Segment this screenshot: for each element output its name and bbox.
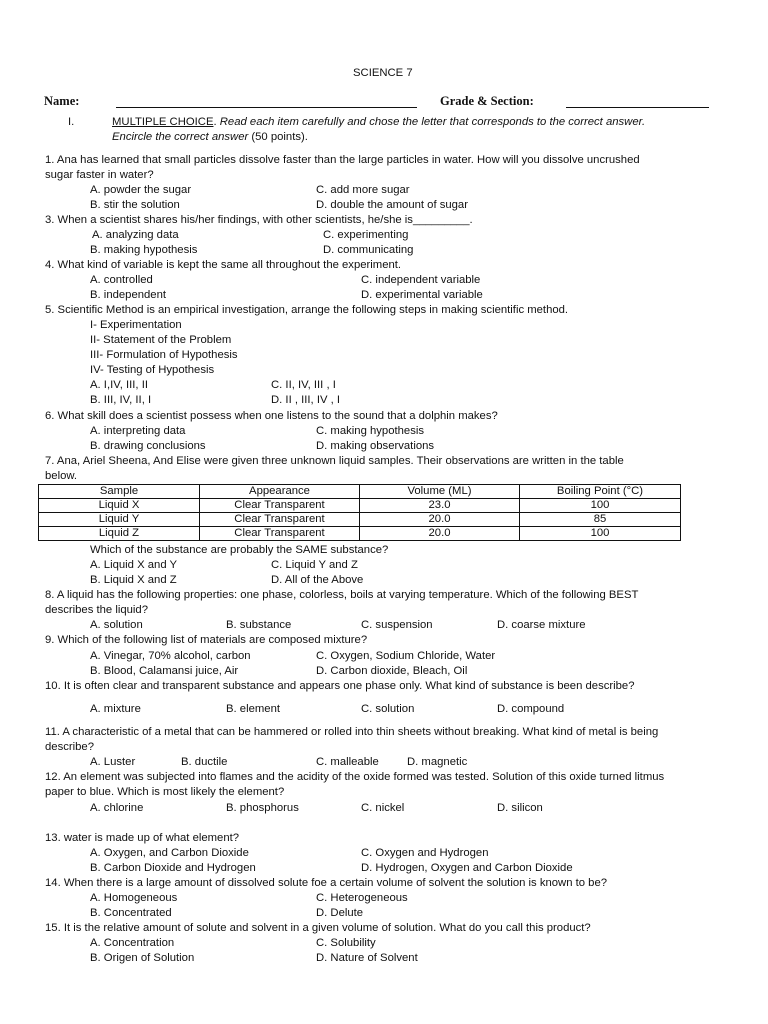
q7-option-c[interactable]: C. Liquid Y and Z <box>271 559 358 571</box>
q14-option-a[interactable]: A. Homogeneous <box>90 892 178 904</box>
question-7-prompt: Which of the substance are probably the SAME substance? <box>90 544 389 556</box>
q5-step: III- Formulation of Hypothesis <box>90 349 238 361</box>
q12-option-b[interactable]: B. phosphorus <box>226 802 299 814</box>
table-header-row <box>39 485 681 499</box>
question-8-text: 8. A liquid has the following properties: one phase, colorless, boils at varying temperature. Which of the following BEST <box>45 589 639 601</box>
name-label: Name: <box>44 94 80 108</box>
question-15-text: 15. It is the relative amount of solute and solvent in a given volume of solution. What do you call this product? <box>45 922 591 934</box>
q4-option-b[interactable]: B. independent <box>90 289 167 301</box>
table-cell: Liquid Z <box>39 527 200 541</box>
table-header-cell: Volume (ML) <box>360 485 520 499</box>
q3-option-b[interactable]: B. making hypothesis <box>90 244 198 256</box>
grade-section-blank-line <box>566 107 709 108</box>
instructions-text-1: Read each item carefully and chose the letter that corresponds to the correct answer. <box>219 116 646 128</box>
page-title: SCIENCE 7 <box>353 67 413 79</box>
question-12-text-cont: paper to blue. Which is most likely the element? <box>45 786 285 798</box>
q5-step: IV- Testing of Hypothesis <box>90 364 215 376</box>
q10-option-a[interactable]: A. mixture <box>90 703 141 715</box>
instructions-line-2 <box>112 130 308 145</box>
name-blank-line <box>116 107 417 108</box>
question-12-text: 12. An element was subjected into flames and the acidity of the oxide formed was tested. Solution of this oxide turned litmus <box>45 771 665 783</box>
q8-option-c[interactable]: C. suspension <box>361 619 433 631</box>
question-9-text: 9. Which of the following list of materials are composed mixture? <box>45 634 368 646</box>
question-4-text: 4. What kind of variable is kept the same all throughout the experiment. <box>45 259 402 271</box>
q5-step: I- Experimentation <box>90 319 182 331</box>
question-3-text: 3. When a scientist shares his/her findings, with other scientists, he/she is_________. <box>45 214 473 226</box>
q13-option-b[interactable]: B. Carbon Dioxide and Hydrogen <box>90 862 256 874</box>
table-cell: Clear Transparent <box>200 499 360 513</box>
question-1-text: 1. Ana has learned that small particles dissolve faster than the large particles in water. How will you dissolve uncrushed <box>45 154 640 166</box>
q9-option-c[interactable]: C. Oxygen, Sodium Chloride, Water <box>316 650 496 662</box>
q8-option-b[interactable]: B. substance <box>226 619 292 631</box>
table-header-cell: Appearance <box>200 485 360 499</box>
q9-option-d[interactable]: D. Carbon dioxide, Bleach, Oil <box>316 665 468 677</box>
question-7-text-cont: below. <box>45 470 78 482</box>
question-14-text: 14. When there is a large amount of dissolved solute foe a certain volume of solvent the solution is known to be? <box>45 877 608 889</box>
section-heading: MULTIPLE CHOICE <box>112 116 214 128</box>
q14-option-c[interactable]: C. Heterogeneous <box>316 892 408 904</box>
q10-option-d[interactable]: D. compound <box>497 703 565 715</box>
grade-section-label: Grade & Section: <box>440 94 534 108</box>
table-cell: Clear Transparent <box>200 527 360 541</box>
table-cell: 23.0 <box>360 499 520 513</box>
question-6-text: 6. What skill does a scientist possess when one listens to the sound that a dolphin makes? <box>45 410 498 422</box>
q4-option-d[interactable]: D. experimental variable <box>361 289 483 301</box>
table-cell: 100 <box>520 527 681 541</box>
q5-option-c[interactable]: C. II, IV, III , I <box>271 379 336 391</box>
q3-option-c[interactable]: C. experimenting <box>323 229 409 241</box>
table-header-cell: Sample <box>39 485 200 499</box>
table-header-cell: Boiling Point (°C) <box>520 485 681 499</box>
question-13-text: 13. water is made up of what element? <box>45 832 240 844</box>
table-row <box>39 499 681 513</box>
table-row <box>39 527 681 541</box>
q15-option-a[interactable]: A. Concentration <box>90 937 175 949</box>
table-cell: Liquid X <box>39 499 200 513</box>
q13-option-a[interactable]: A. Oxygen, and Carbon Dioxide <box>90 847 249 859</box>
q4-option-c[interactable]: C. independent variable <box>361 274 481 286</box>
q6-option-b[interactable]: B. drawing conclusions <box>90 440 206 452</box>
question-11-text: 11. A characteristic of a metal that can be hammered or rolled into thin sheets without breaking. What kind of metal is being <box>45 726 659 738</box>
question-11-text-cont: describe? <box>45 741 94 753</box>
q10-option-c[interactable]: C. solution <box>361 703 415 715</box>
q11-option-b[interactable]: B. ductile <box>181 756 228 768</box>
q3-option-d[interactable]: D. communicating <box>323 244 414 256</box>
points-text: (50 points). <box>251 131 308 143</box>
question-8-text-cont: describes the liquid? <box>45 604 148 616</box>
q15-option-b[interactable]: B. Origen of Solution <box>90 952 195 964</box>
q4-option-a[interactable]: A. controlled <box>90 274 153 286</box>
q8-option-a[interactable]: A. solution <box>90 619 143 631</box>
q11-option-c[interactable]: C. malleable <box>316 756 379 768</box>
q6-option-d[interactable]: D. making observations <box>316 440 435 452</box>
q8-option-d[interactable]: D. coarse mixture <box>497 619 586 631</box>
observations-table <box>38 484 681 541</box>
table-cell: 20.0 <box>360 527 520 541</box>
instructions-text-2: Encircle the correct answer <box>112 131 249 143</box>
table-row <box>39 513 681 527</box>
table-cell: 100 <box>520 499 681 513</box>
question-7-text: 7. Ana, Ariel Sheena, And Elise were given three unknown liquid samples. Their observations are written in the table <box>45 455 624 467</box>
q13-option-d[interactable]: D. Hydrogen, Oxygen and Carbon Dioxide <box>361 862 573 874</box>
q5-step: II- Statement of the Problem <box>90 334 232 346</box>
q10-option-b[interactable]: B. element <box>226 703 281 715</box>
q1-option-a[interactable]: A. powder the sugar <box>90 184 192 196</box>
q14-option-d[interactable]: D. Delute <box>316 907 364 919</box>
instructions-line-1: MULTIPLE CHOICE. Read each item carefully and chose the letter that corresponds to the correct answer. <box>112 116 646 128</box>
q7-option-d[interactable]: D. All of the Above <box>271 574 364 586</box>
table-cell: 85 <box>520 513 681 527</box>
q9-option-a[interactable]: A. Vinegar, 70% alcohol, carbon <box>90 650 251 662</box>
table-cell: 20.0 <box>360 513 520 527</box>
q1-option-b[interactable]: B. stir the solution <box>90 199 180 211</box>
q12-option-c[interactable]: C. nickel <box>361 802 405 814</box>
q3-option-a[interactable]: A. analyzing data <box>92 229 179 241</box>
q12-option-a[interactable]: A. chlorine <box>90 802 144 814</box>
q7-option-b[interactable]: B. Liquid X and Z <box>90 574 177 586</box>
question-1-text-cont: sugar faster in water? <box>45 169 154 181</box>
q1-option-c[interactable]: C. add more sugar <box>316 184 410 196</box>
q13-option-c[interactable]: C. Oxygen and Hydrogen <box>361 847 489 859</box>
table-cell: Clear Transparent <box>200 513 360 527</box>
question-5-text: 5. Scientific Method is an empirical investigation, arrange the following steps in making scientific method. <box>45 304 569 316</box>
q15-option-c[interactable]: C. Solubility <box>316 937 376 949</box>
q15-option-d[interactable]: D. Nature of Solvent <box>316 952 418 964</box>
q5-option-a[interactable]: A. I,IV, III, II <box>90 379 148 391</box>
q9-option-b[interactable]: B. Blood, Calamansi juice, Air <box>90 665 239 677</box>
question-10-text: 10. It is often clear and transparent substance and appears one phase only. What kind of substance is been describe? <box>45 680 635 692</box>
table-cell: Liquid Y <box>39 513 200 527</box>
q5-option-d[interactable]: D. II , III, IV , I <box>271 394 341 406</box>
q1-option-d[interactable]: D. double the amount of sugar <box>316 199 468 211</box>
q11-option-d[interactable]: D. magnetic <box>407 756 468 768</box>
q5-option-b[interactable]: B. III, IV, II, I <box>90 394 152 406</box>
q6-option-c[interactable]: C. making hypothesis <box>316 425 424 437</box>
q14-option-b[interactable]: B. Concentrated <box>90 907 172 919</box>
q6-option-a[interactable]: A. interpreting data <box>90 425 186 437</box>
q7-option-a[interactable]: A. Liquid X and Y <box>90 559 178 571</box>
section-numeral: I. <box>68 116 75 128</box>
q11-option-a[interactable]: A. Luster <box>90 756 136 768</box>
q12-option-d[interactable]: D. silicon <box>497 802 543 814</box>
